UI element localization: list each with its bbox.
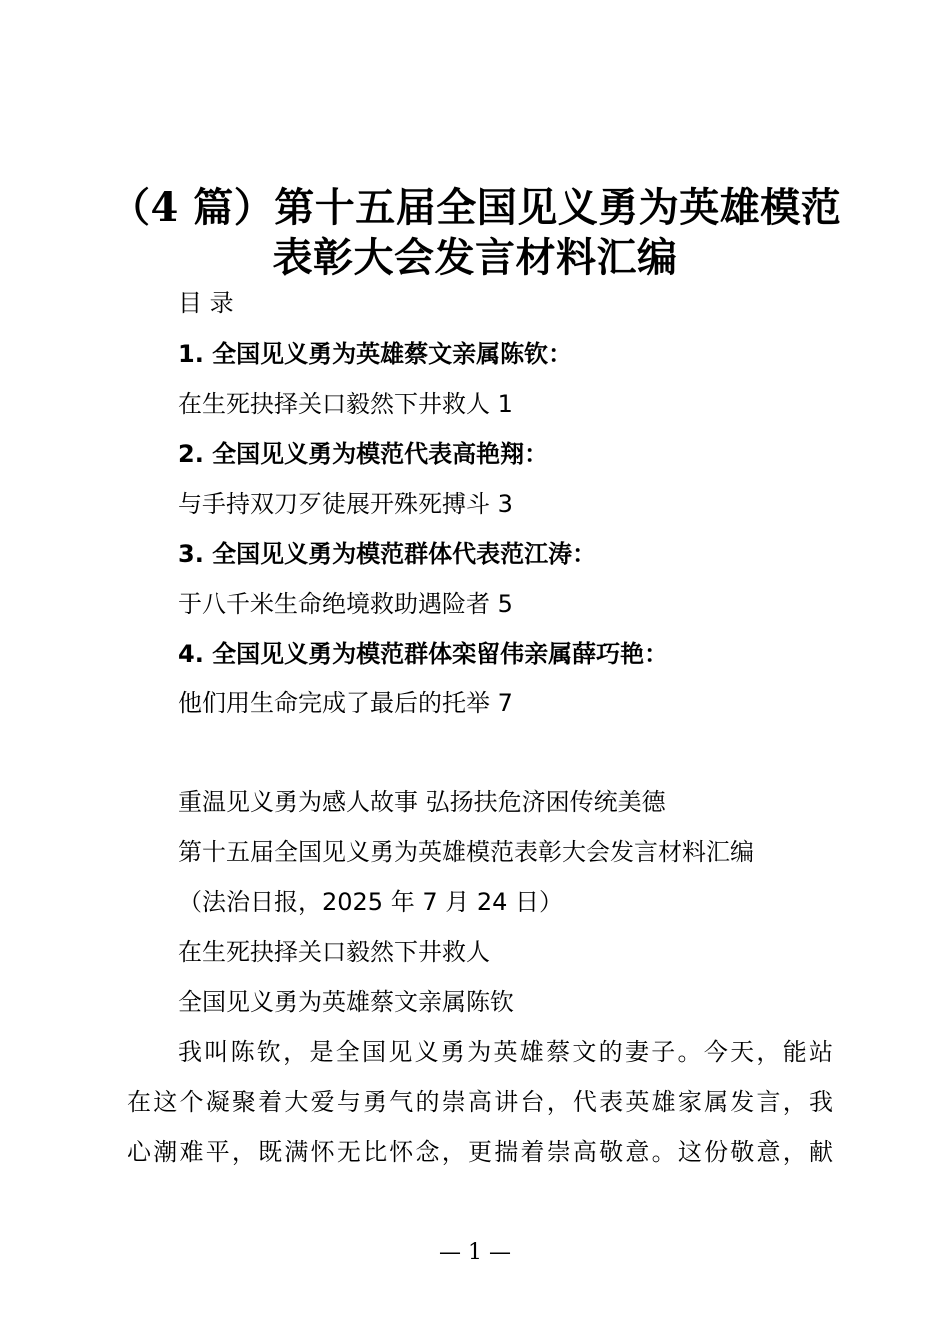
toc-item-1-heading: 1. 全国见义勇为英雄蔡文亲属陈钦：: [178, 340, 573, 368]
page-number: — 1 —: [439, 1240, 511, 1265]
intro-title: 重温见义勇为感人故事 弘扬扶危济困传统美德: [178, 788, 666, 816]
paragraph-line-3: 心潮难平，既满怀无比怀念，更揣着崇高敬意。这份敬意，献: [127, 1138, 833, 1166]
intro-subtitle: 第十五届全国见义勇为英雄模范表彰大会发言材料汇编: [178, 838, 754, 866]
document-title-line-2: 表彰大会发言材料汇编: [272, 234, 678, 281]
document-title-line-1: （4 篇）第十五届全国见义勇为英雄模范: [110, 184, 842, 231]
toc-item-2-heading: 2. 全国见义勇为模范代表高艳翔：: [178, 440, 549, 468]
section-title: 在生死抉择关口毅然下井救人: [178, 938, 490, 966]
toc-item-2-entry: 与手持双刀歹徒展开殊死搏斗 3: [178, 490, 513, 518]
toc-item-4-entry: 他们用生命完成了最后的托举 7: [178, 689, 513, 717]
paragraph-line-2: 在这个凝聚着大爱与勇气的崇高讲台，代表英雄家属发言，我: [127, 1088, 833, 1116]
paragraph-line-1: 我叫陈钦，是全国见义勇为英雄蔡文的妻子。今天，能站: [178, 1038, 833, 1066]
toc-item-3-entry: 于八千米生命绝境救助遇险者 5: [178, 590, 513, 618]
toc-item-4-heading: 4. 全国见义勇为模范群体栾留伟亲属薛巧艳：: [178, 640, 669, 668]
speaker-name: 全国见义勇为英雄蔡文亲属陈钦: [178, 988, 514, 1016]
toc-item-3-heading: 3. 全国见义勇为模范群体代表范江涛：: [178, 540, 597, 568]
toc-item-1-entry: 在生死抉择关口毅然下井救人 1: [178, 390, 513, 418]
source-line: （法治日报，2025 年 7 月 24 日）: [178, 888, 564, 916]
toc-heading: 目 录: [178, 289, 234, 317]
